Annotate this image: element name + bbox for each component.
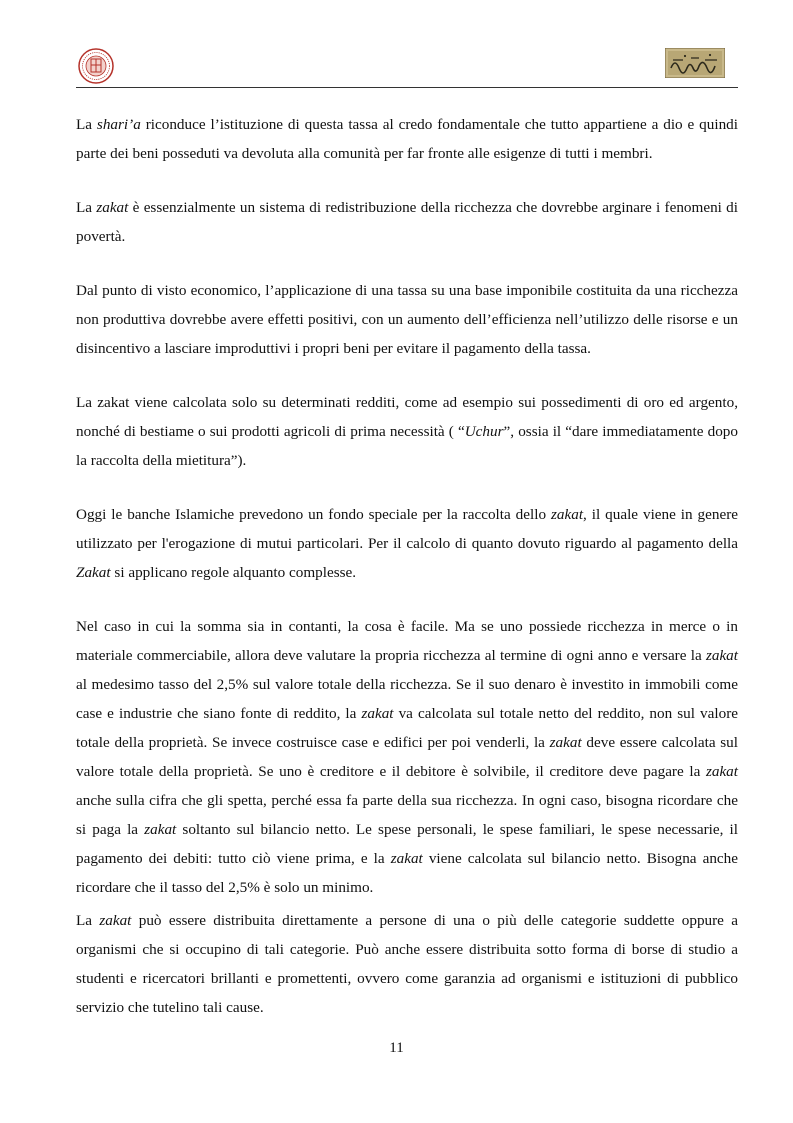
text-run: va calcolata sul totale netto del reddito, non sul valore totale della proprietà. Se invece costruisce case e edifici per poi venderli, la (76, 705, 738, 751)
paragraph (76, 193, 738, 251)
text-run: La (76, 912, 100, 929)
text-run: Dal punto di visto economico, l’applicazione di una tassa su una base imponibile costituita da una ricchezza non produttiva dovrebbe avere effetti positivi, con un aumento dell’efficienza nell’utilizzo delle risorse e un disincentivo a lasciare improduttivi i propri beni per evitare il pagamento della tassa. (76, 282, 738, 357)
text-run: al medesimo tasso del 2,5% sul valore totale della ricchezza. Se il suo denaro è investito in immobili come case e industrie che siano fonte di reddito, la (76, 676, 738, 722)
italic-term: zakat (361, 705, 394, 722)
text-run: soltanto sul bilancio netto. Le spese personali, le spese familiari, le spese necessarie, il pagamento dei debiti: tutto ciò viene prima, e la (76, 821, 739, 867)
paragraph (76, 500, 738, 587)
text-run: Oggi le banche Islamiche prevedono un fondo speciale per la raccolta dello (76, 506, 551, 523)
body-text (76, 110, 738, 1047)
text-run: anche sulla cifra che gli spetta, perché essa fa parte della sua ricchezza. In ogni caso, bisogna ricordare che si paga la (76, 792, 738, 838)
text-run: viene calcolata sul bilancio netto. Bisogna anche ricordare che il tasso del 2,5% è solo un minimo. (76, 850, 738, 896)
text-run: deve essere calcolata sul valore totale della proprietà. Se uno è creditore e il debitore è solvibile, il creditore deve pagare la (76, 734, 738, 780)
italic-term: zakat (99, 912, 132, 929)
italic-term: zakat (550, 506, 584, 523)
text-run: , il quale viene in genere utilizzato per l'erogazione di mutui particolari. Per il calcolo di quanto dovuto riguardo al pagamento della (76, 506, 739, 552)
italic-term: Uchur (464, 423, 504, 440)
italic-term: zakat (390, 850, 423, 867)
paragraph (76, 276, 738, 363)
university-seal-icon (78, 48, 114, 84)
italic-term: zakat (705, 763, 738, 780)
text-run: La (76, 116, 97, 133)
page-number: 11 (389, 1040, 404, 1056)
italic-term: zakat (96, 199, 129, 216)
italic-term: zakat (144, 821, 177, 838)
header-rule (76, 87, 738, 88)
text-run: La (76, 199, 97, 216)
paragraph (76, 110, 738, 168)
italic-term: zakat (705, 647, 738, 664)
paragraph (76, 612, 738, 902)
italic-term: Zakat (76, 564, 111, 581)
text-run: può essere distribuita direttamente a persone di una o più delle categorie suddette oppure a organismi che si occupino di tali categorie. Può anche essere distribuita sotto forma di borse di studio a studenti e ricercatori brillanti e promettenti, ovvero come garanzia ad organismi e istituzioni di pubblico servizio che tutelino tali cause. (76, 912, 738, 1016)
paragraph (76, 906, 738, 1022)
calligraphy-emblem-icon (665, 48, 725, 78)
text-run: è essenzialmente un sistema di redistribuzione della ricchezza che dovrebbe arginare i fenomeni di povertà. (76, 199, 738, 245)
italic-term: zakat (549, 734, 582, 751)
text-run: ”, ossia il “dare immediatamente dopo la raccolta della mietitura”). (76, 423, 738, 469)
text-run: La zakat viene calcolata solo su determinati redditi, come ad esempio sui possedimenti di oro ed argento, nonché di bestiame o sui prodotti agricoli di prima necessità ( “ (76, 394, 738, 440)
paragraph (76, 388, 738, 475)
text-run: si applicano regole alquanto complesse. (110, 564, 357, 581)
text-run: Nel caso in cui la somma sia in contanti, la cosa è facile. Ma se uno possiede ricchezza in merce o in materiale commerciabile, allora deve valutare la propria ricchezza al termine di ogni anno e versare la (76, 618, 738, 664)
text-run: riconduce l’istituzione di questa tassa al credo fondamentale che tutto appartiene a dio e quindi parte dei beni posseduti va devoluta alla comunità per far fronte alle esigenze di tutti i membri. (76, 116, 738, 162)
italic-term: shari’a (96, 116, 141, 133)
